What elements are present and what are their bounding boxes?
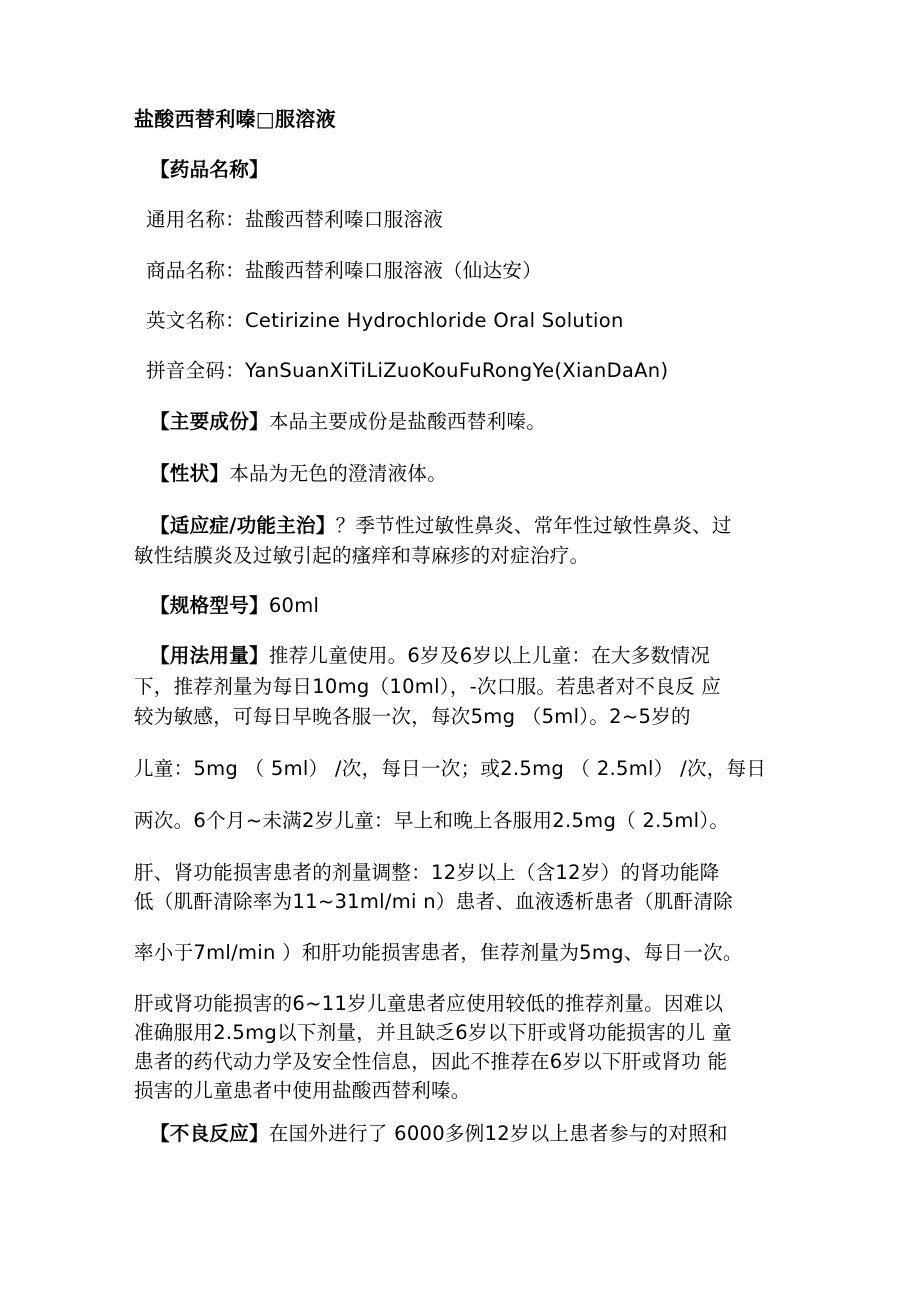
adverse-text: 在国外进行了 6000多例12岁以上患者参与的对照和 — [268, 1122, 728, 1145]
pinyin-code: 拼音全码：YanSuanXiTiLiZuoKouFuRongYe(XianDaAn) — [146, 359, 669, 382]
dosage-text: 推荐儿童使用。6岁及6岁以上儿童：在大多数情况 — [268, 644, 711, 667]
pediatric-line-4: 损害的儿童患者中使用盐酸西替利嗪。 — [134, 1079, 471, 1102]
adverse-header: 【不良反应】 — [150, 1122, 269, 1145]
dosage-line-3: 较为敏感，可每日早晚各服一次，每次5mg （5ml）。2~5岁的 — [134, 705, 691, 728]
pediatric-line-1: 肝或肾功能损害的6~11岁儿童患者应使用较低的推荐剂量。因难以 — [134, 992, 724, 1015]
page-title: 盐酸西替利嗪□服溶液 — [134, 107, 336, 131]
pediatric-line-2: 准确服用2.5mg以下剂量，并且缺乏6岁以下肝或肾功能损害的儿 童 — [134, 1021, 732, 1044]
section-header-drug-name: 【药品名称】 — [150, 158, 269, 181]
ingredients-header: 【主要成份】 — [150, 410, 269, 433]
renal-hepatic-line-2: 低（肌酐清除率为11~31ml/mi n）患者、血液透析患者（肌酐清除 — [134, 890, 733, 913]
dosage-header: 【用法用量】 — [150, 644, 269, 667]
generic-name: 通用名称：盐酸西替利嗪口服溶液 — [146, 208, 444, 231]
appearance-header: 【性状】 — [150, 462, 230, 485]
ingredients-text: 本品主要成份是盐酸西替利嗪。 — [268, 410, 547, 433]
dosage-line-1 — [150, 643, 710, 669]
specification-text: 60ml — [268, 594, 320, 617]
ingredients-section — [150, 409, 546, 435]
trade-name: 商品名称：盐酸西替利嗪口服溶液（仙达安） — [146, 259, 543, 282]
dosage-line-2: 下，推荐剂量为每日10mg（10ml），-次口服。若患者对不良反 应 — [134, 675, 722, 698]
dosage-line-4: 儿童：5mg （ 5ml） /次，每日一次；或2.5mg （ 2.5ml） /次，每日 — [134, 757, 767, 780]
dosage-line-5: 两次。6个月~未满2岁儿童：早上和晚上各服用2.5mg（ 2.5ml）。 — [134, 809, 730, 832]
indications-line-1 — [150, 513, 732, 539]
indications-text: ？季节性过敏性鼻炎、常年性过敏性鼻炎、过 — [335, 514, 732, 537]
english-name: 英文名称：Cetirizine Hydrochloride Oral Solution — [146, 309, 624, 332]
renal-hepatic-line-1: 肝、肾功能损害患者的剂量调整：12岁以上（含12岁）的肾功能降 — [134, 861, 720, 884]
indications-header: 【适应症/功能主治】 — [150, 514, 336, 537]
appearance-section — [150, 461, 447, 487]
pediatric-line-3: 患者的药代动力学及安全性信息，因此不推荐在6岁以下肝或肾功 能 — [134, 1050, 728, 1073]
specification-header: 【规格型号】 — [150, 594, 269, 617]
indications-line-2: 敏性结膜炎及过敏引起的瘙痒和荨麻疹的对症治疗。 — [134, 544, 590, 567]
adverse-line-1 — [150, 1121, 728, 1147]
renal-hepatic-line-3: 率小于7ml/min ）和肝功能损害患者，隹荐剂量为5mg、每日一次。 — [134, 941, 743, 964]
appearance-text: 本品为无色的澄清液体。 — [229, 462, 448, 485]
specification-section — [150, 593, 319, 619]
